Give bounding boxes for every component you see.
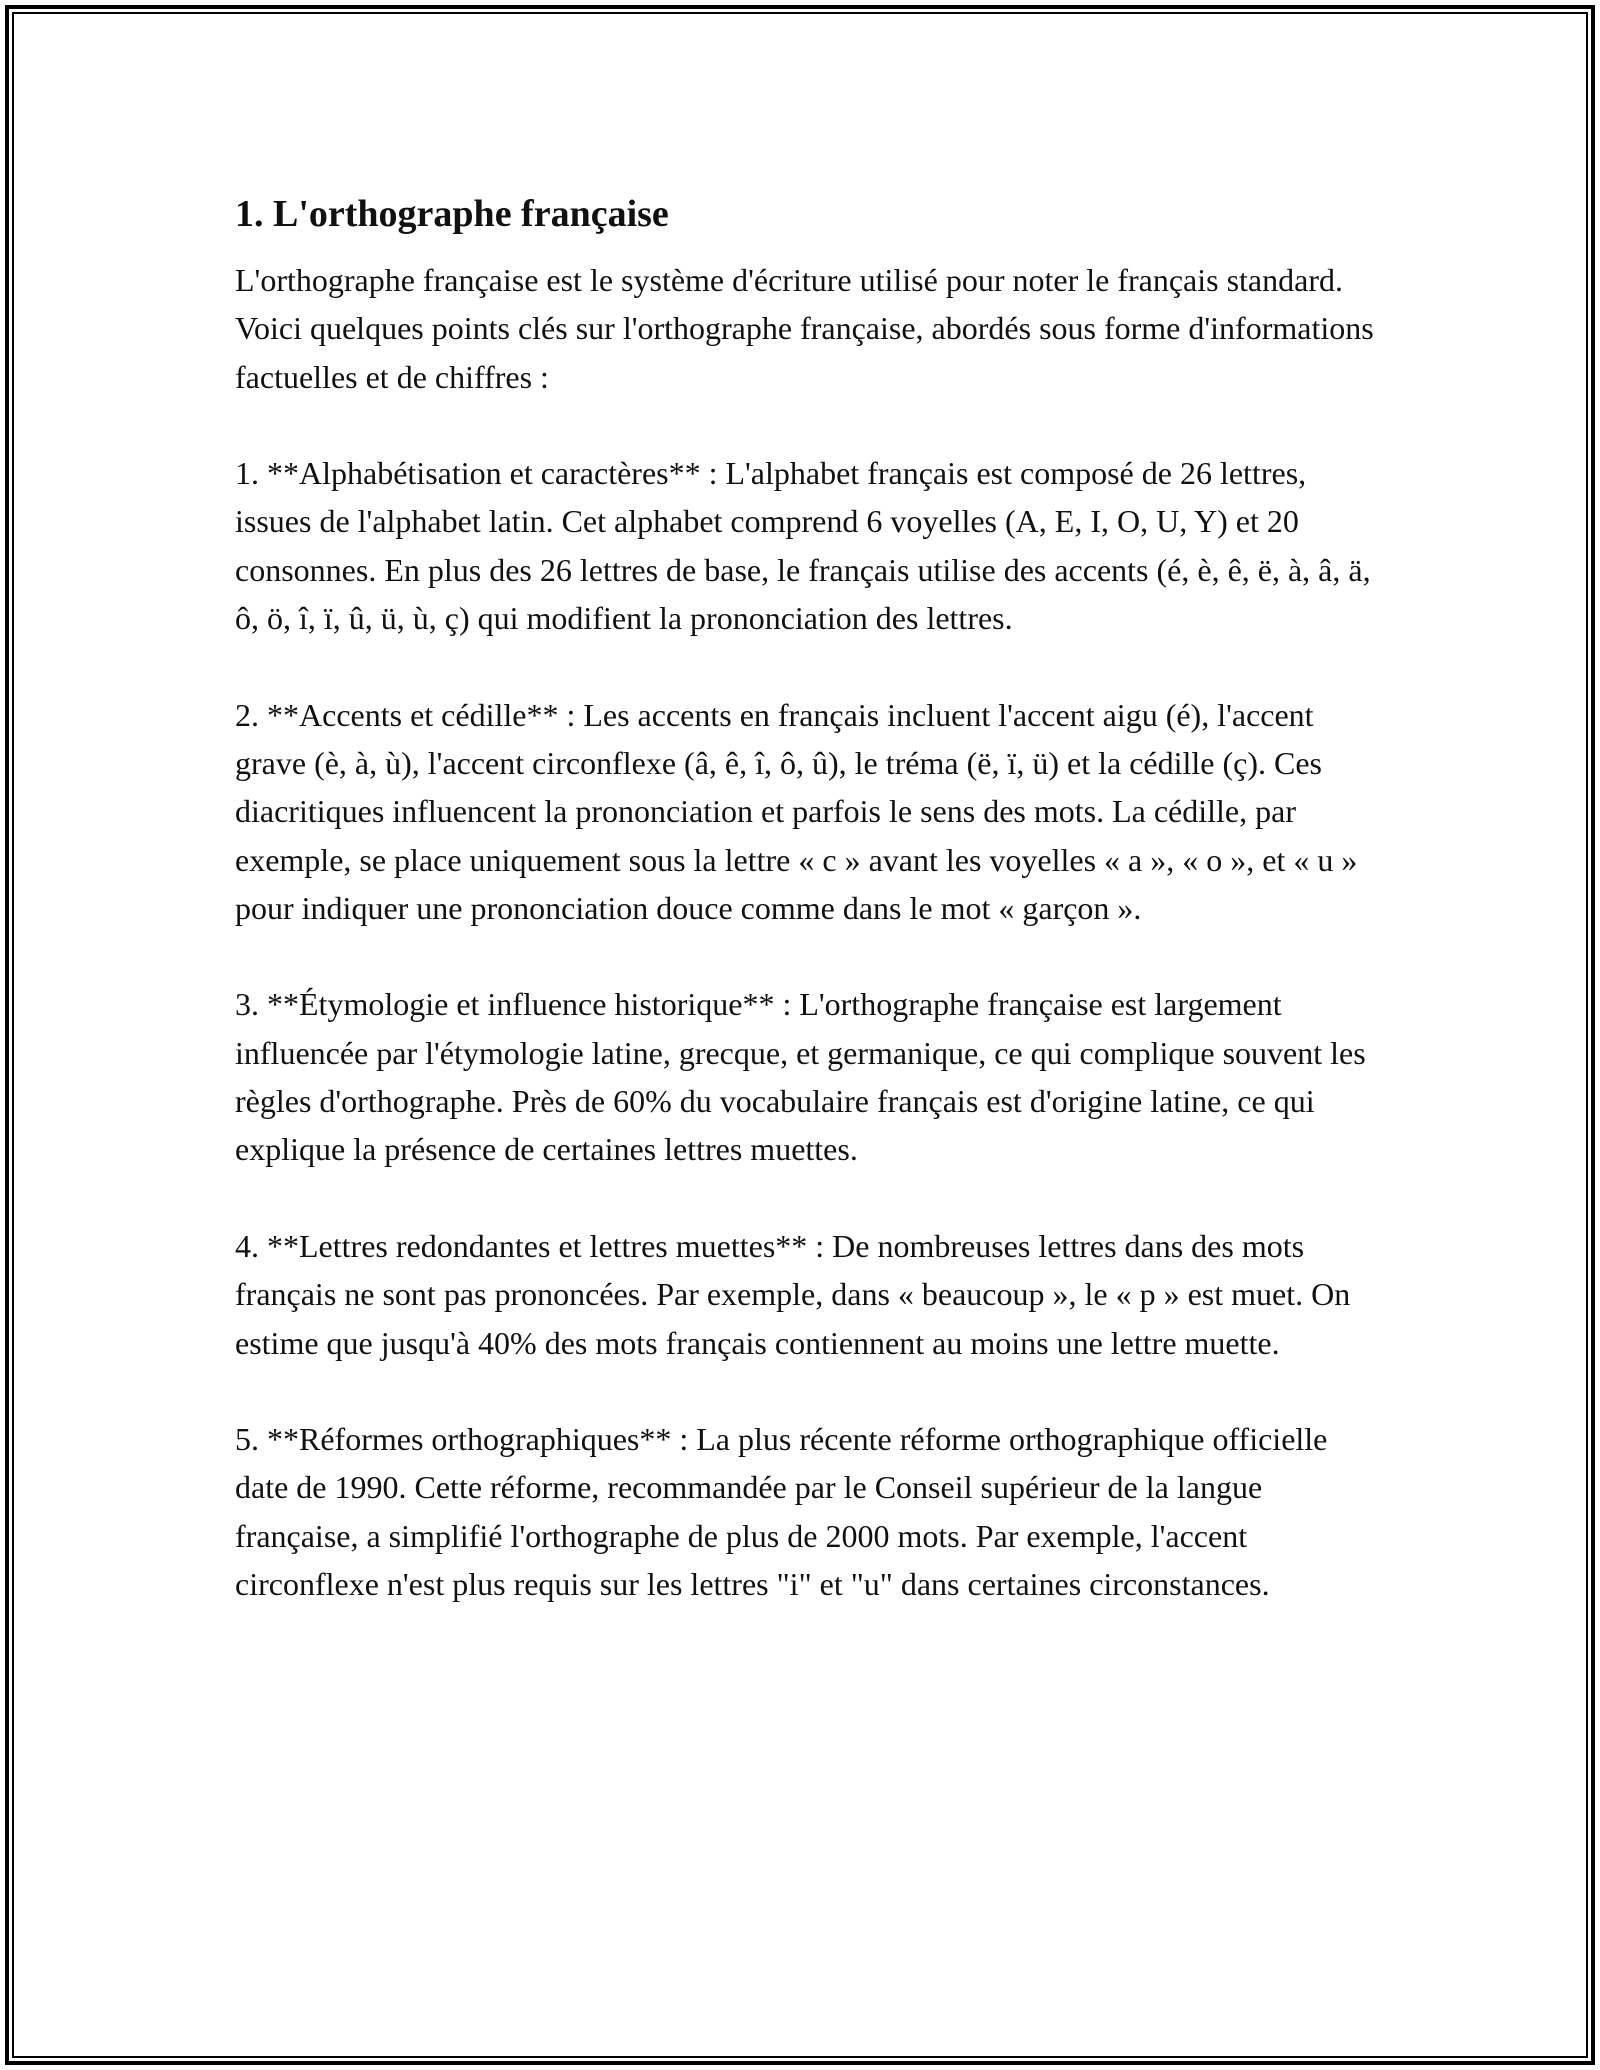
point-accents-paragraph: 2. **Accents et cédille** : Les accents en français incluent l'accent aigu (é), l'accent grave (è, à, ù), l'accent circonflexe (â, ê, î, ô, û), le tréma (ë, ï, ü) et la cédille (ç). Ces diacritiques influencent la prononciation et parfois le sens des mots. La cédille, par exemple, se place uniquement sous la lettre « c » avant les voyelles « a », « o », et « u » pour indiquer une prononciation douce comme dans le mot « garçon ».	[235, 696, 1358, 926]
point-etymology-paragraph: 3. **Étymologie et influence historique** : L'orthographe française est largement influencée par l'étymologie latine, grecque, et germanique, ce qui complique souvent les règles d'orthographe. Près de 60% du vocabulaire français est d'origine latine, ce qui explique la présence de certaines lettres muettes.	[235, 986, 1366, 1168]
document-title: 1. L'orthographe française	[235, 193, 669, 235]
point-silent-letters-paragraph: 4. **Lettres redondantes et lettres muettes** : De nombreuses lettres dans des mots français ne sont pas prononcées. Par exemple, dans « beaucoup », le « p » est muet. On estime que jusqu'à 40% des mots français contiennent au moins une lettre muette.	[235, 1227, 1351, 1361]
document-body	[235, 186, 1375, 1657]
intro-paragraph: L'orthographe française est le système d'écriture utilisé pour noter le français standard. Voici quelques points clés sur l'orthographe française, abordés sous forme d'informations factuelles et de chiffres :	[235, 262, 1374, 395]
point-reforms-paragraph: 5. **Réformes orthographiques** : La plus récente réforme orthographique officielle date de 1990. Cette réforme, recommandée par le Conseil supérieur de la langue française, a simplifié l'orthographe de plus de 2000 mots. Par exemple, l'accent circonflexe n'est plus requis sur les lettres "i" et "u" dans certaines circonstances.	[235, 1421, 1328, 1603]
point-alphabet-paragraph: 1. **Alphabétisation et caractères** : L'alphabet français est composé de 26 lettres, issues de l'alphabet latin. Cet alphabet comprend 6 voyelles (A, E, I, O, U, Y) et 20 consonnes. En plus des 26 lettres de base, le français utilise des accents (é, è, ê, ë, à, â, ä, ô, ö, î, ï, û, ü, ù, ç) qui modifient la prononciation des lettres.	[235, 455, 1371, 637]
